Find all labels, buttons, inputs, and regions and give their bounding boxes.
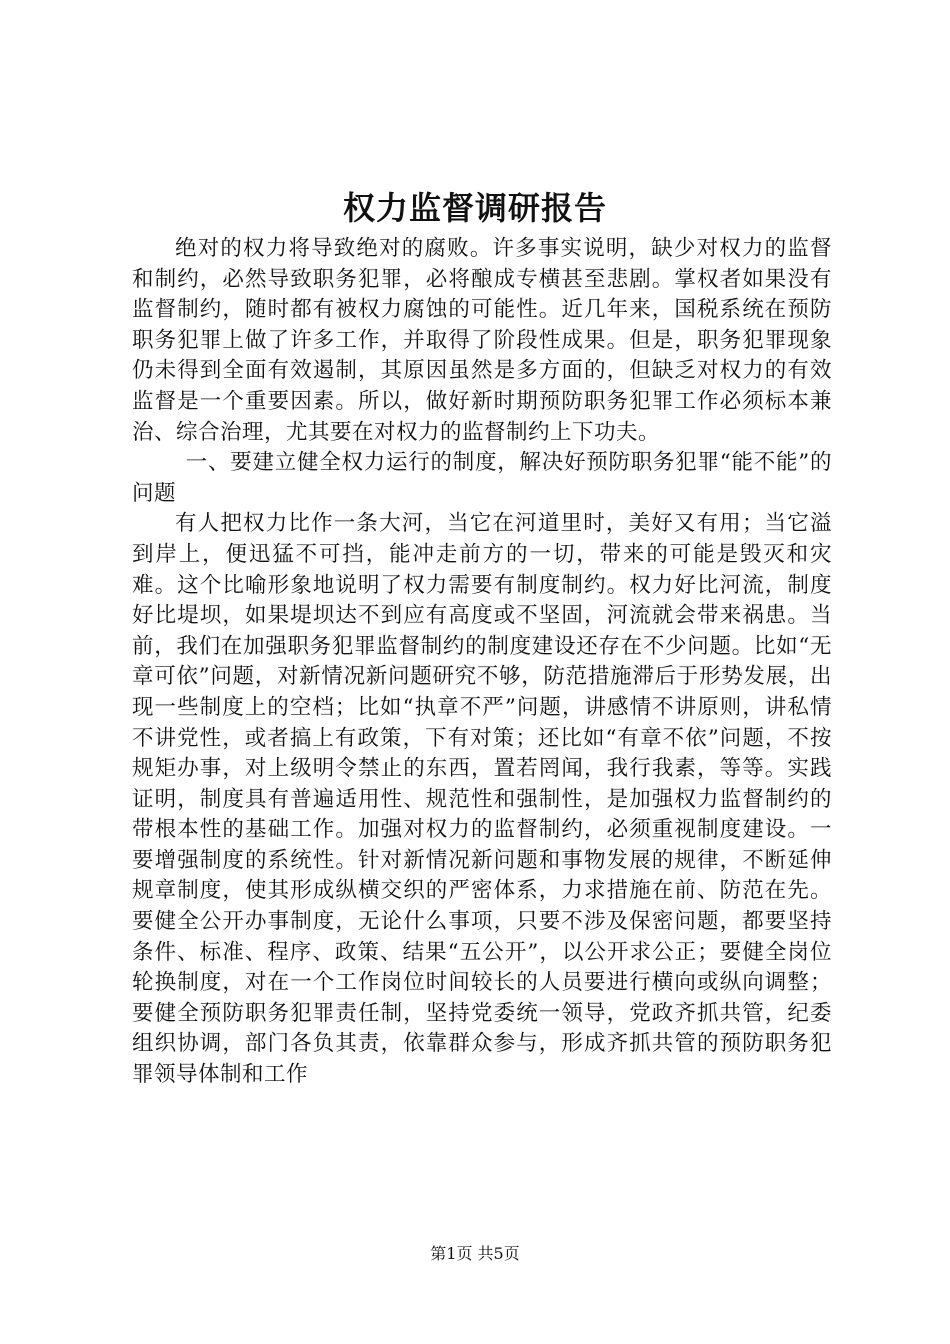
document-body <box>132 234 832 1091</box>
section-heading-1: 一、要建立健全权力运行的制度，解决好预防职务犯罪“能不能”的问题 <box>132 450 832 506</box>
intro-paragraph: 绝对的权力将导致绝对的腐败。许多事实说明，缺少对权力的监督和制约，必然导致职务犯罪，必将酿成专横甚至悲剧。掌权者如果没有监督制约，随时都有被权力腐蚀的可能性。近几年来，国税系统在预防职务犯罪上做了许多工作，并取得了阶段性成果。但是，职务犯罪现象仍未得到全面有效遏制，其原因虽然是多方面的，但缺乏对权力的有效监督是一个重要因素。所以，做好新时期预防职务犯罪工作必须标本兼治、综合治理，尤其要在对权力的监督制约上下功夫。 <box>132 236 832 445</box>
body-paragraph: 有人把权力比作一条大河，当它在河道里时，美好又有用；当它溢到岸上，便迅猛不可挡，能冲走前方的一切，带来的可能是毁灭和灾难。这个比喻形象地说明了权力需要有制度制约。权力好比河流，制度好比堤坝，如果堤坝达不到应有高度或不坚固，河流就会带来祸患。当前，我们在加强职务犯罪监督制约的制度建设还存在不少问题。比如“无章可依”问题，对新情况新问题研究不够，防范措施滞后于形势发展，出现一些制度上的空档；比如“执章不严”问题，讲感情不讲原则，讲私情不讲党性，或者搞上有政策，下有对策；还比如“有章不依”问题，不按规矩办事，对上级明令禁止的东西，置若罔闻，我行我素，等等。实践证明，制度具有普遍适用性、规范性和强制性，是加强权力监督制约的带根本性的基础工作。加强对权力的监督制约，必须重视制度建设。一要增强制度的系统性。针对新情况新问题和事物发展的规律，不断延伸规章制度，使其形成纵横交织的严密体系，力求措施在前、防范在先。要健全公开办事制度，无论什么事项，只要不涉及保密问题，都要坚持条件、标准、程序、政策、结果“五公开”，以公开求公正；要健全岗位轮换制度，对在一个工作岗位时间较长的人员要进行横向或纵向调整；要健全预防职务犯罪责任制，坚持党委统一领导，党政齐抓共管，纪委组织协调，部门各负其责，依靠群众参与，形成齐抓共管的预防职务犯罪领导体制和工作 <box>132 511 832 1088</box>
page-number-footer: 第1页 共5页 <box>430 1244 520 1263</box>
document-title: 权力监督调研报告 <box>342 189 607 227</box>
